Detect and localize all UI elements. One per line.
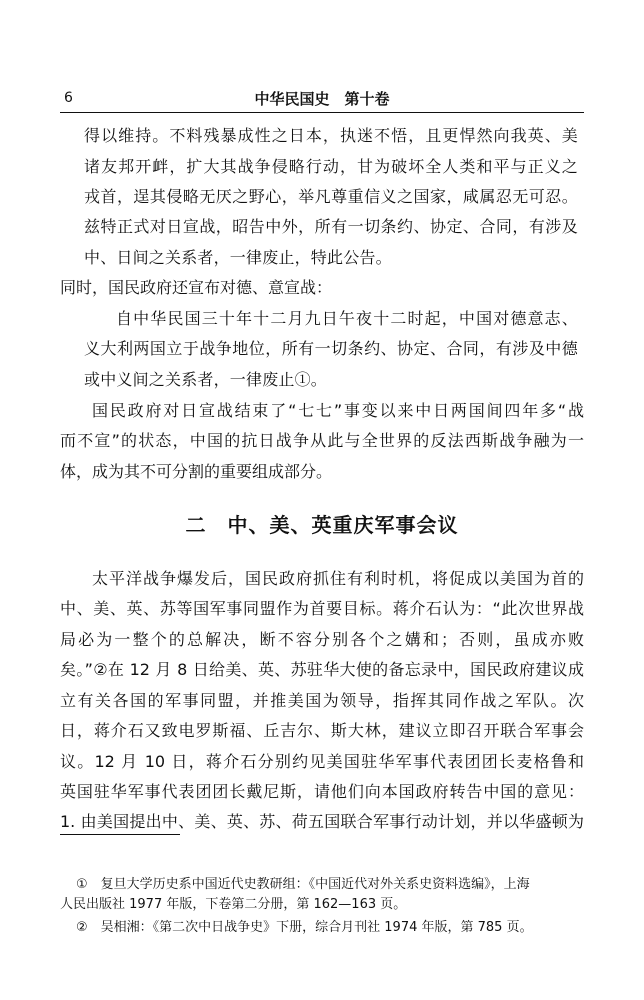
quote-line: 义大利两国立于战争地位，所有一切条约、协定、合同，有涉及中德 bbox=[84, 339, 578, 358]
paragraph-line: 立有关各国的军事同盟，并推美国为领导，指挥其同作战之军队。次 bbox=[60, 691, 584, 710]
section-heading: 二 中、美、英重庆军事会议 bbox=[185, 513, 459, 537]
quote-line: 诸友邦开衅，扩大其战争侵略行动，甘为破坏全人类和平与正义之 bbox=[84, 157, 578, 176]
paragraph-line: 英国驻华军事代表团团长戴尼斯，请他们向本国政府转告中国的意见： bbox=[60, 782, 584, 801]
quote-line: 中、日间之关系者，一律废止，特此公告。 bbox=[84, 248, 392, 267]
paragraph-line: 日，蒋介石又致电罗斯福、丘吉尔、斯大林，建议立即召开联合军事会 bbox=[60, 721, 584, 740]
quote-line: 自中华民国三十年十二月九日午夜十二时起，中国对德意志、 bbox=[116, 309, 578, 328]
quote-line: 得以维持。不料残暴成性之日本，执迷不悟，且更悍然向我英、美 bbox=[84, 126, 578, 145]
page-number: 6 bbox=[64, 90, 73, 106]
transition-text: 同时，国民政府还宣布对德、意宣战： bbox=[60, 278, 333, 297]
footnote-divider bbox=[60, 834, 180, 835]
paragraph-line: 太平洋战争爆发后，国民政府抓住有利时机，将促成以美国为首的 bbox=[92, 569, 584, 588]
paragraph-line: 中、美、英、苏等国军事同盟作为首要目标。蒋介石认为：“此次世界战 bbox=[60, 599, 584, 618]
quote-line: 戎首，逞其侵略无厌之野心，举凡尊重信义之国家，咸属忍无可忍。 bbox=[84, 187, 578, 206]
page-header bbox=[60, 88, 584, 113]
paragraph-line: 而不宣”的状态，中国的抗日战争从此与全世界的反法西斯战争融为一 bbox=[60, 431, 584, 450]
paragraph-line: 议。12 月 10 日，蒋介石分别约见美国驻华军事代表团团长麦格鲁和 bbox=[60, 752, 584, 771]
paragraph-line: 矣。”②在 12 月 8 日给美、英、苏驻华大使的备忘录中，国民政府建议成 bbox=[60, 660, 584, 679]
paragraph-line: 国民政府对日宣战结束了“七七”事变以来中日两国间四年多“战 bbox=[92, 401, 584, 420]
footnote: ② 吴相湘：《第二次中日战争史》下册，综合月刊社 1974 年版，第 785 页。 bbox=[76, 920, 533, 935]
paragraph-line: 局必为一整个的总解决，断不容分别各个之媾和；否则，虽成亦败 bbox=[60, 630, 584, 649]
quote-line: 或中义间之关系者，一律废止①。 bbox=[84, 370, 328, 389]
paragraph-line: 体，成为其不可分割的重要组成部分。 bbox=[60, 462, 333, 481]
quote-line: 兹特正式对日宣战，昭告中外，所有一切条约、协定、合同，有涉及 bbox=[84, 217, 578, 236]
running-title: 中华民国史 第十卷 bbox=[254, 90, 390, 108]
footnote: ① 复旦大学历史系中国近代史教研组：《中国近代对外关系史资料选编》，上海 bbox=[76, 877, 530, 892]
footnote: 人民出版社 1977 年版，下卷第二分册，第 162—163 页。 bbox=[60, 897, 407, 912]
paragraph-line: 1. 由美国提出中、美、英、苏、荷五国联合军事行动计划，并以华盛顿为 bbox=[60, 812, 584, 831]
